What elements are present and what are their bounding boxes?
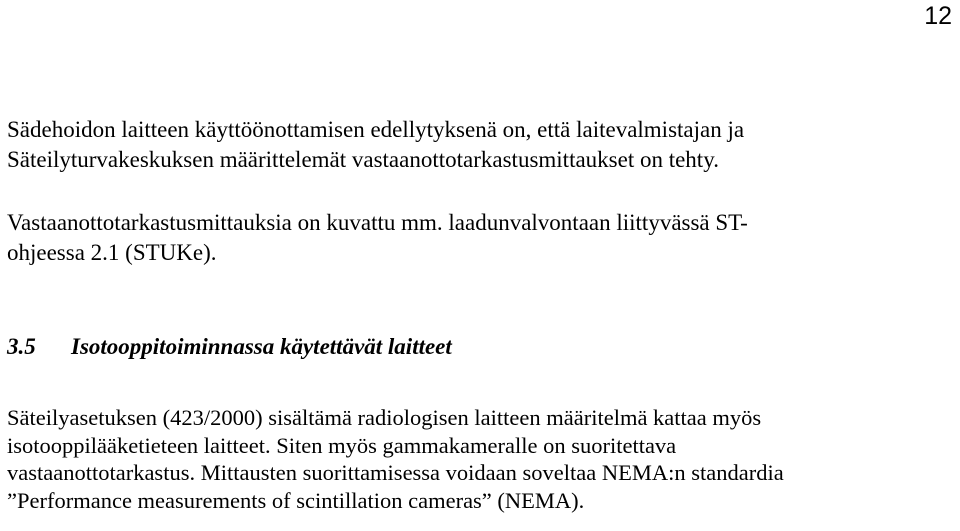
text-line: Säteilyturvakeskuksen määrittelemät vastaanottotarkastusmittaukset on tehty.	[7, 147, 719, 172]
text-line: ohjeessa 2.1 (STUKe).	[7, 240, 217, 265]
section-number: 3.5	[7, 334, 36, 359]
page-number: 12	[924, 2, 952, 30]
paragraph-section-body	[7, 404, 784, 514]
text-line: ”Performance measurements of scintillation cameras” (NEMA).	[7, 487, 585, 513]
text-line: Sädehoidon laitteen käyttöönottamisen edellytyksenä on, että laitevalmistajan ja	[7, 117, 745, 142]
section-title: Isotooppitoiminnassa käytettävät laitteet	[71, 334, 452, 359]
text-line: vastaanottotarkastus. Mittausten suorittamisessa voidaan soveltaa NEMA:n standardia	[7, 460, 784, 485]
text-line: Vastaanottotarkastusmittauksia on kuvattu mm. laadunvalvontaan liittyvässä ST-	[7, 210, 748, 235]
paragraph-commissioning-requirements	[7, 115, 744, 175]
section-heading	[7, 332, 452, 362]
text-line: isotooppilääketieteen laitteet. Siten myös gammakameralle on suoritettava	[7, 432, 677, 458]
paragraph-acceptance-measurements	[7, 208, 748, 268]
text-line: Säteilyasetuksen (423/2000) sisältämä radiologisen laitteen määritelmä kattaa myös	[7, 405, 762, 430]
